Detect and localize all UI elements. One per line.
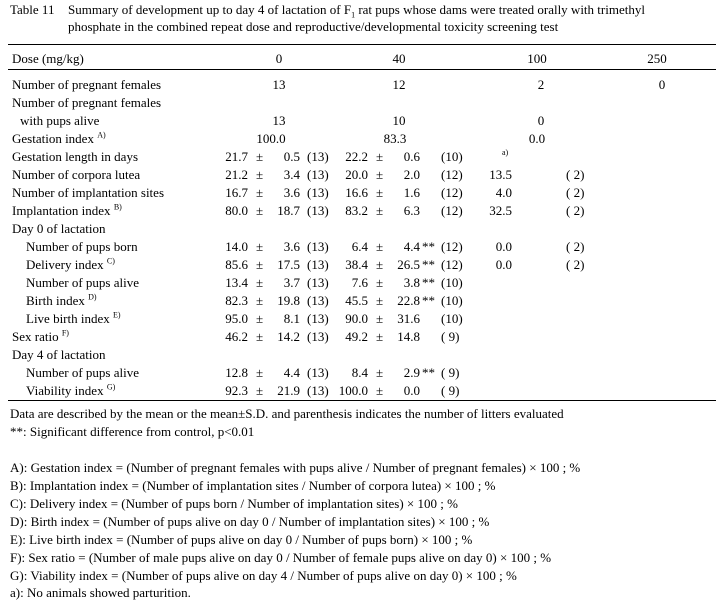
significance-mark: **	[422, 275, 435, 290]
dose-header-250: 250	[647, 51, 667, 66]
cell-viability-d0-n: (13)	[307, 383, 329, 398]
pm-sign: ±	[376, 185, 384, 200]
cell-pregnant-0: 13	[272, 77, 286, 92]
cell-sex_ratio-d40-mean: 49.2	[345, 329, 368, 344]
pm-sign: ±	[376, 275, 384, 290]
table-number: Table 11	[10, 2, 55, 17]
cell-sex_ratio-d0-sd: 14.2	[277, 329, 300, 344]
cell-implantation-d40-n: (12)	[441, 185, 463, 200]
cell-pups_born-d0-sd: 3.6	[283, 239, 300, 254]
pm-sign: ±	[376, 383, 384, 398]
cell-birth_index-d40-mean: 45.5	[345, 293, 368, 308]
cell-impl_index-d0-sd: 18.7	[277, 203, 300, 218]
cell-live_birth-d0-mean: 95.0	[225, 311, 248, 326]
pm-sign: ±	[256, 239, 264, 254]
cell-live_birth-d40-sd: 31.6	[397, 311, 420, 326]
pm-sign: ±	[256, 311, 264, 326]
cell-live_birth-d0-n: (13)	[307, 311, 329, 326]
cell-pups_alive0-d40-sd: 3.8	[403, 275, 420, 290]
cell-delivery-d100-mean: 0.0	[495, 257, 512, 272]
header-rule	[8, 69, 716, 70]
cell-sex_ratio-d0-n: (13)	[307, 329, 329, 344]
cell-pups_alive0-d0-n: (13)	[307, 275, 329, 290]
row-label-alive: with pups alive	[20, 113, 100, 128]
row-label-corpora: Number of corpora lutea	[12, 167, 141, 182]
cell-gestation_length-d0-n: (13)	[307, 149, 329, 164]
cell-impl_index-d40-n: (12)	[441, 203, 463, 218]
cell-impl_index-d0-n: (13)	[307, 203, 329, 218]
row-label-gestation_length: Gestation length in days	[12, 149, 139, 164]
cell-implantation-d0-n: (13)	[307, 185, 329, 200]
note-g: G): Viability index = (Number of pups alive on day 4 / Number of pups alive on day 0) × 100 ; %	[10, 568, 517, 583]
note-d: D): Birth index = (Number of pups alive on day 0 / Number of implantation sites) × 100 ; %	[10, 514, 490, 529]
cell-pups_alive4-d0-sd: 4.4	[283, 365, 300, 380]
pm-sign: ±	[256, 149, 264, 164]
cell-birth_index-d40-sd: 22.8	[397, 293, 420, 308]
row-label-sex_ratio: Sex ratio $^{F)}$	[12, 328, 69, 344]
cell-pregnant-40: 12	[392, 77, 406, 92]
cell-gestation_length-d0-mean: 21.7	[225, 149, 248, 164]
cell-implantation-d100-n: ( 2)	[566, 185, 585, 200]
pm-sign: ±	[376, 239, 384, 254]
table-title-line2: phosphate in the combined repeat dose and reproductive/developmental toxicity screening test	[68, 19, 559, 34]
cell-sex_ratio-d0-mean: 46.2	[225, 329, 248, 344]
pm-sign: ±	[256, 185, 264, 200]
cell-pups_alive0-d0-mean: 13.4	[225, 275, 248, 290]
cell-viability-d40-n: ( 9)	[441, 383, 460, 398]
significance-mark: **	[422, 293, 435, 308]
significance-mark: **	[422, 257, 435, 272]
cell-pups_alive0-d40-mean: 7.6	[351, 275, 368, 290]
row-label-impl_index: Implantation index $^{B)}$	[12, 202, 122, 218]
cell-gestation-index-100: 0.0	[528, 131, 546, 146]
pm-sign: ±	[376, 257, 384, 272]
pm-sign: ±	[256, 293, 264, 308]
cell-implantation-d40-mean: 16.6	[345, 185, 368, 200]
cell-pups_born-d40-mean: 6.4	[351, 239, 368, 254]
pm-sign: ±	[376, 293, 384, 308]
cell-gestation_length-d40-sd: 0.6	[403, 149, 420, 164]
note-c: C): Delivery index = (Number of pups born / Number of implantation sites) × 100 ; %	[10, 496, 458, 511]
cell-alive-100: 0	[537, 113, 545, 128]
cell-corpora-d100-n: ( 2)	[566, 167, 585, 182]
note-na: a): No animals showed parturition.	[10, 585, 191, 600]
cell-pups_born-d100-mean: 0.0	[495, 239, 512, 254]
cell-delivery-d0-sd: 17.5	[277, 257, 300, 272]
cell-corpora-d100-mean: 13.5	[489, 167, 512, 182]
cell-implantation-d0-mean: 16.7	[225, 185, 248, 200]
note-significance: **: Significant difference from control, p<0.01	[10, 424, 255, 439]
note-f: F): Sex ratio = (Number of male pups alive on day 0 / Number of female pups alive on day 0) × 100 ; %	[10, 550, 552, 565]
significance-mark: **	[422, 239, 435, 254]
cell-delivery-d0-mean: 85.6	[225, 257, 248, 272]
pm-sign: ±	[256, 203, 264, 218]
pm-sign: ±	[256, 257, 264, 272]
cell-gestation_length-d40-mean: 22.2	[345, 149, 368, 164]
cell-impl_index-d0-mean: 80.0	[225, 203, 248, 218]
pm-sign: ±	[256, 167, 264, 182]
cell-pups_alive4-d40-mean: 8.4	[351, 365, 368, 380]
pm-sign: ±	[256, 365, 264, 380]
cell-pups_born-d0-n: (13)	[307, 239, 329, 254]
cell-viability-d40-mean: 100.0	[338, 383, 368, 398]
cell-birth_index-d0-n: (13)	[307, 293, 329, 308]
cell-impl_index-d100-n: ( 2)	[566, 203, 585, 218]
row-label-pregnant: Number of pregnant females	[12, 77, 162, 92]
pm-sign: ±	[376, 149, 384, 164]
cell-sex_ratio-d40-sd: 14.8	[397, 329, 420, 344]
pm-sign: ±	[376, 203, 384, 218]
cell-impl_index-d100-mean: 32.5	[489, 203, 512, 218]
cell-pups_alive4-d0-n: (13)	[307, 365, 329, 380]
significance-mark: **	[422, 365, 435, 380]
cell-delivery-d0-n: (13)	[307, 257, 329, 272]
cell-corpora-d0-n: (13)	[307, 167, 329, 182]
cell-pups_born-d40-n: (12)	[441, 239, 463, 254]
cell-delivery-d100-n: ( 2)	[566, 257, 585, 272]
cell-birth_index-d0-sd: 19.8	[277, 293, 300, 308]
note-b: B): Implantation index = (Number of implantation sites / Number of corpora lutea) × 100 ; %	[10, 478, 496, 493]
cell-sex_ratio-d40-n: ( 9)	[441, 329, 460, 344]
row-label-alive-line1: Number of pregnant females	[12, 95, 162, 110]
cell-birth_index-d40-n: (10)	[441, 293, 463, 308]
cell-pups_born-d0-mean: 14.0	[225, 239, 248, 254]
cell-implantation-d0-sd: 3.6	[283, 185, 300, 200]
cell-live_birth-d40-n: (10)	[441, 311, 463, 326]
pm-sign: ±	[256, 329, 264, 344]
cell-gestation_length-d40-n: (10)	[441, 149, 463, 164]
cell-corpora-d40-sd: 2.0	[403, 167, 420, 182]
pm-sign: ±	[376, 329, 384, 344]
cell-pups_born-d100-n: ( 2)	[566, 239, 585, 254]
cell-gestation-index-0: 100.0	[256, 131, 286, 146]
row-label-pups_alive0: Number of pups alive	[26, 275, 140, 290]
pm-sign: ±	[376, 167, 384, 182]
dose-header-100: 100	[527, 51, 547, 66]
cell-alive-40: 10	[392, 113, 406, 128]
section-day4: Day 4 of lactation	[12, 347, 106, 362]
cell-pups_alive4-d0-mean: 12.8	[225, 365, 248, 380]
cell-pups_born-d40-sd: 4.4	[403, 239, 420, 254]
row-label-gestation-index: Gestation index $^{A)}$	[12, 130, 106, 146]
cell-corpora-d0-mean: 21.2	[225, 167, 248, 182]
note-ref-a: a)	[502, 148, 509, 157]
cell-corpora-d40-mean: 20.0	[345, 167, 368, 182]
cell-viability-d0-sd: 21.9	[277, 383, 300, 398]
cell-birth_index-d0-mean: 82.3	[225, 293, 248, 308]
cell-pups_alive4-d40-n: ( 9)	[441, 365, 460, 380]
row-label-pups_born: Number of pups born	[26, 239, 138, 254]
cell-gestation_length-d0-sd: 0.5	[283, 149, 300, 164]
cell-impl_index-d40-sd: 6.3	[403, 203, 420, 218]
row-label-live_birth: Live birth index $^{E)}$	[26, 310, 121, 326]
cell-pregnant-100: 2	[537, 77, 545, 92]
cell-pups_alive4-d40-sd: 2.9	[403, 365, 420, 380]
pm-sign: ±	[376, 311, 384, 326]
cell-viability-d40-sd: 0.0	[403, 383, 420, 398]
cell-delivery-d40-mean: 38.4	[345, 257, 368, 272]
top-rule	[8, 44, 716, 45]
section-day0: Day 0 of lactation	[12, 221, 106, 236]
pm-sign: ±	[256, 383, 264, 398]
cell-alive-0: 13	[272, 113, 286, 128]
pm-sign: ±	[376, 365, 384, 380]
row-label-pups_alive4: Number of pups alive	[26, 365, 140, 380]
cell-live_birth-d0-sd: 8.1	[283, 311, 300, 326]
row-label-viability: Viability index $^{G)}$	[26, 382, 116, 398]
row-label-implantation: Number of implantation sites	[12, 185, 165, 200]
cell-pups_alive0-d0-sd: 3.7	[283, 275, 300, 290]
cell-corpora-d0-sd: 3.4	[283, 167, 300, 182]
cell-pups_alive0-d40-n: (10)	[441, 275, 463, 290]
cell-gestation-index-40: 83.3	[383, 131, 407, 146]
cell-delivery-d40-n: (12)	[441, 257, 463, 272]
cell-impl_index-d40-mean: 83.2	[345, 203, 368, 218]
note-a: A): Gestation index = (Number of pregnant females with pups alive / Number of pregnant females) × 100 ; %	[10, 460, 581, 475]
dose-header-40: 40	[392, 51, 406, 66]
cell-delivery-d40-sd: 26.5	[397, 257, 420, 272]
dose-header-0: 0	[275, 51, 283, 66]
cell-implantation-d100-mean: 4.0	[495, 185, 512, 200]
cell-live_birth-d40-mean: 90.0	[345, 311, 368, 326]
row-label-birth_index: Birth index $^{D)}$	[26, 292, 97, 308]
pm-sign: ±	[256, 275, 264, 290]
dose-header-label: Dose (mg/kg)	[12, 51, 84, 66]
note-e: E): Live birth index = (Number of pups alive on day 0 / Number of pups born) × 100 ; %	[10, 532, 473, 547]
cell-corpora-d40-n: (12)	[441, 167, 463, 182]
bottom-rule	[8, 400, 716, 401]
table-title-line1: Summary of development up to day 4 of lactation of $F_1$ rat pups whose dams were treated orally with trimethyl	[68, 2, 645, 20]
cell-viability-d0-mean: 92.3	[225, 383, 248, 398]
note-data: Data are described by the mean or the mean±S.D. and parenthesis indicates the number of litters evaluated	[10, 406, 564, 421]
row-label-delivery: Delivery index $^{C)}$	[26, 256, 115, 272]
cell-implantation-d40-sd: 1.6	[403, 185, 420, 200]
cell-pregnant-250: 0	[658, 77, 666, 92]
